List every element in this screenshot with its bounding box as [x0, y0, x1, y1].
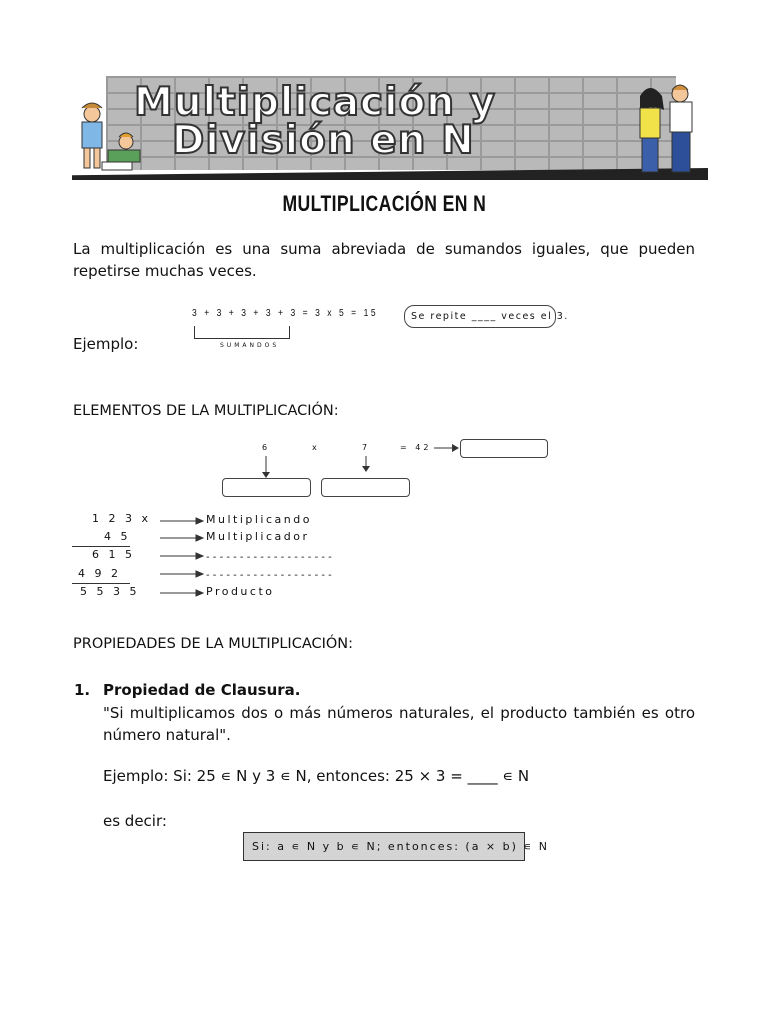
page-title: MULTIPLICACIÓN EN N	[282, 191, 486, 216]
factor-a-answer-box[interactable]	[222, 478, 311, 497]
sum-expression: 3 + 3 + 3 + 3 + 3 = 3 x 5 = 15	[192, 308, 379, 319]
operator-x: x	[312, 443, 317, 452]
intro-paragraph: La multiplicación es una suma abreviada de sumandos iguales, que pueden repetirse muchas veces.	[73, 240, 695, 280]
property-number: 1.	[74, 681, 91, 699]
brace-right-tick	[289, 326, 290, 338]
teachers-illustration	[628, 82, 708, 180]
partial-product-1-blank: - - - - - - - - - - - - - - - - - - -	[206, 552, 332, 563]
closure-rule-box	[243, 832, 550, 861]
rule-line-1	[72, 546, 130, 547]
rule-line-2	[72, 583, 130, 584]
product-value: = 42	[400, 443, 432, 452]
children-reading-illustration	[74, 100, 144, 176]
multiplicand-number: 1 2 3 x	[92, 512, 151, 525]
partial-product-2: 4 9 2	[78, 567, 121, 580]
property-example-blank: ____	[467, 767, 498, 785]
property-title: Propiedad de Clausura.	[103, 681, 301, 699]
multiplicand-label: Multiplicando	[206, 513, 312, 526]
property-quote: "Si multiplicamos dos o más números naturales, el producto también es otro número natural".	[103, 704, 695, 744]
partial-product-2-blank: - - - - - - - - - - - - - - - - - - -	[206, 570, 332, 581]
property-example	[103, 767, 529, 785]
product-answer-box[interactable]	[460, 439, 548, 458]
vertical-arrows	[160, 512, 206, 602]
factor-b-answer-box[interactable]	[321, 478, 410, 497]
multiplier-number: 4 5	[104, 530, 131, 543]
brace-left-tick	[194, 326, 195, 338]
factor-a: 6	[262, 443, 268, 452]
property-example-text: Ejemplo: Si: 25 ∊ N y 3 ∊ N, entonces: 25 × 3 =	[103, 767, 463, 785]
header-banner	[72, 74, 708, 180]
product-label: Producto	[206, 585, 275, 598]
example-label: Ejemplo:	[73, 335, 139, 353]
product-number: 5 5 3 5	[80, 585, 140, 598]
brace-label: SUMANDOS	[220, 342, 280, 349]
partial-product-1: 6 1 5	[92, 548, 135, 561]
multiplier-label: Multiplicador	[206, 530, 310, 543]
repeat-note	[404, 305, 569, 328]
property-example-suffix: ∊ N	[502, 767, 530, 785]
sum-brace	[194, 338, 290, 339]
repeat-note-blank: ____	[471, 311, 497, 322]
es-decir-label: es decir:	[103, 812, 167, 830]
banner-title-line1: Multiplicación y	[134, 80, 497, 125]
repeat-note-end: veces el 3.	[501, 311, 569, 322]
factor-b: 7	[362, 443, 368, 452]
product-arrow	[432, 443, 462, 455]
elements-heading: ELEMENTOS DE LA MULTIPLICACIÓN:	[73, 403, 339, 419]
banner-title-line2: División en N	[172, 118, 475, 163]
repeat-note-start: Se repite	[411, 311, 468, 322]
closure-rule-text: Si: a ∊ N y b ∊ N; entonces: (a × b) ∊ N	[252, 840, 550, 853]
properties-heading: PROPIEDADES DE LA MULTIPLICACIÓN:	[73, 636, 354, 652]
vertical-multiplication	[78, 512, 378, 608]
